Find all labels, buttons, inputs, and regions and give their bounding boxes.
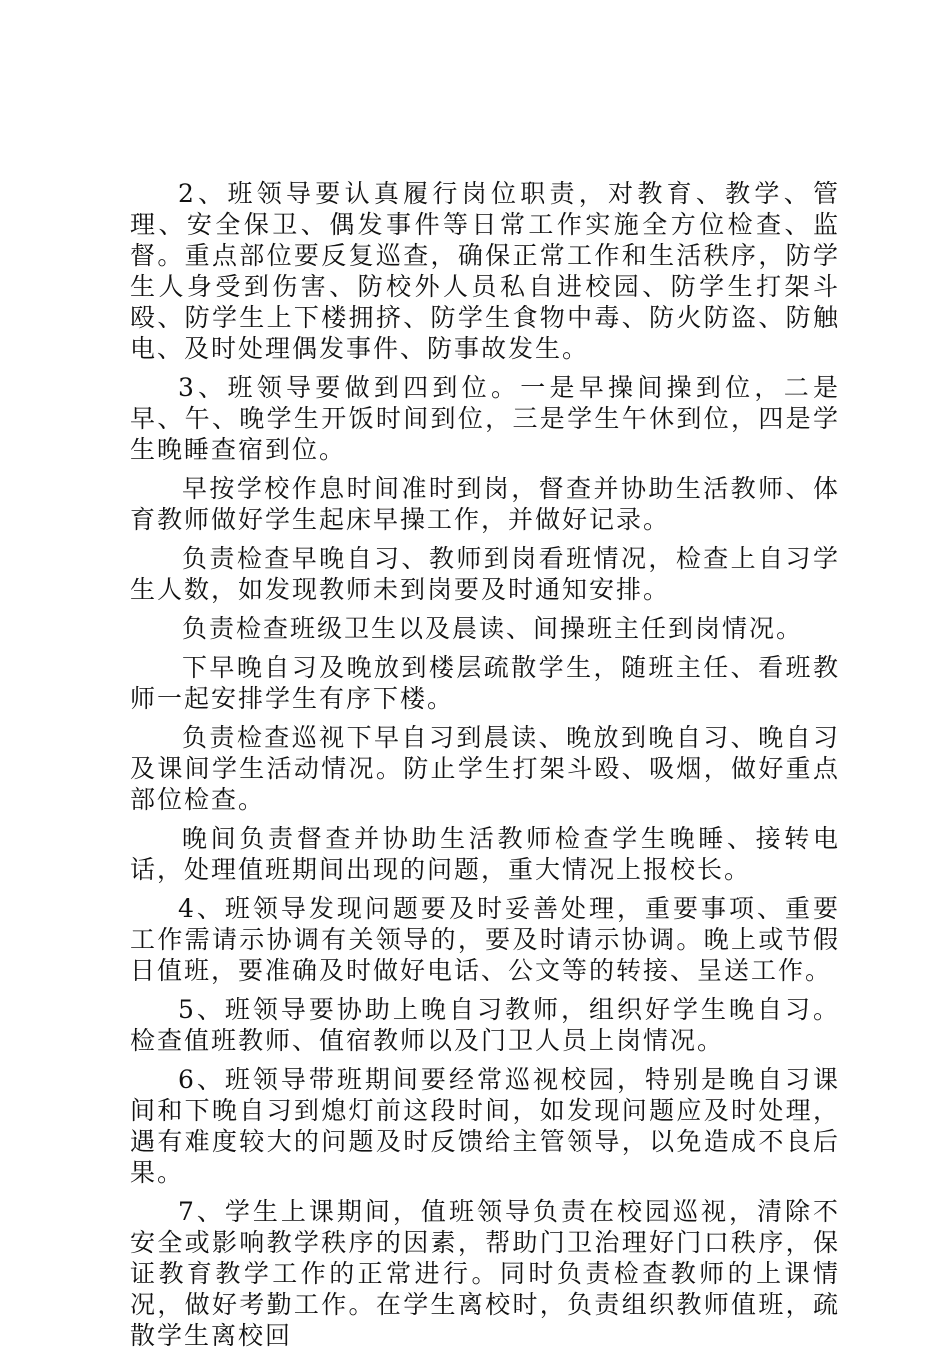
paragraph-hygiene-check: 负责检查班级卫生以及晨读、间操班主任到岗情况。	[182, 614, 804, 643]
paragraph-evening-duty: 晚间负责督查并协助生活教师检查学生晚睡、接转电话，处理值班期间出现的问题，重大情况上报校长。	[130, 824, 840, 884]
paragraph-item-5: 5、班领导要协助上晚自习教师，组织好学生晚自习。检查值班教师、值宿教师以及门卫人员上岗情况。	[130, 995, 840, 1055]
paragraph-evacuation: 下早晚自习及晚放到楼层疏散学生，随班主任、看班教师一起安排学生有序下楼。	[130, 653, 840, 713]
paragraph-item-2: 2、班领导要认真履行岗位职责，对教育、教学、管理、安全保卫、偶发事件等日常工作实施全方位检查、监督。重点部位要反复巡查，确保正常工作和生活秩序，防学生人身受到伤害、防校外人员私自进校园、防学生打架斗殴、防学生上下楼拥挤、防学生食物中毒、防火防盗、防触电、及时处理偶发事件、防事故发生。	[130, 179, 840, 363]
document-body	[130, 178, 840, 1359]
paragraph-item-4: 4、班领导发现问题要及时妥善处理，重要事项、重要工作需请示协调有关领导的，要及时请示协调。晚上或节假日值班，要准确及时做好电话、公文等的转接、呈送工作。	[130, 894, 840, 985]
paragraph-item-3: 3、班领导要做到四到位。一是早操间操到位，二是早、午、晚学生开饭时间到位，三是学生午休到位，四是学生晚睡查宿到位。	[130, 373, 840, 464]
paragraph-patrol: 负责检查巡视下早自习到晨读、晚放到晚自习、晚自习及课间学生活动情况。防止学生打架斗殴、吸烟，做好重点部位检查。	[130, 723, 840, 814]
paragraph-morning-duty: 早按学校作息时间准时到岗，督查并协助生活教师、体育教师做好学生起床早操工作，并做好记录。	[130, 474, 840, 534]
paragraph-item-7: 7、学生上课期间，值班领导负责在校园巡视，清除不安全或影响教学秩序的因素，帮助门卫治理好门口秩序，保证教育教学工作的正常进行。同时负责检查教师的上课情况，做好考勤工作。在学生离校时，负责组织教师值班，疏散学生离校回	[130, 1197, 840, 1350]
paragraph-item-6: 6、班领导带班期间要经常巡视校园，特别是晚自习课间和下晚自习到熄灯前这段时间，如发现问题应及时处理，遇有难度较大的问题及时反馈给主管领导，以免造成不良后果。	[130, 1065, 840, 1187]
paragraph-self-study-check: 负责检查早晚自习、教师到岗看班情况，检查上自习学生人数，如发现教师未到岗要及时通知安排。	[130, 544, 840, 604]
